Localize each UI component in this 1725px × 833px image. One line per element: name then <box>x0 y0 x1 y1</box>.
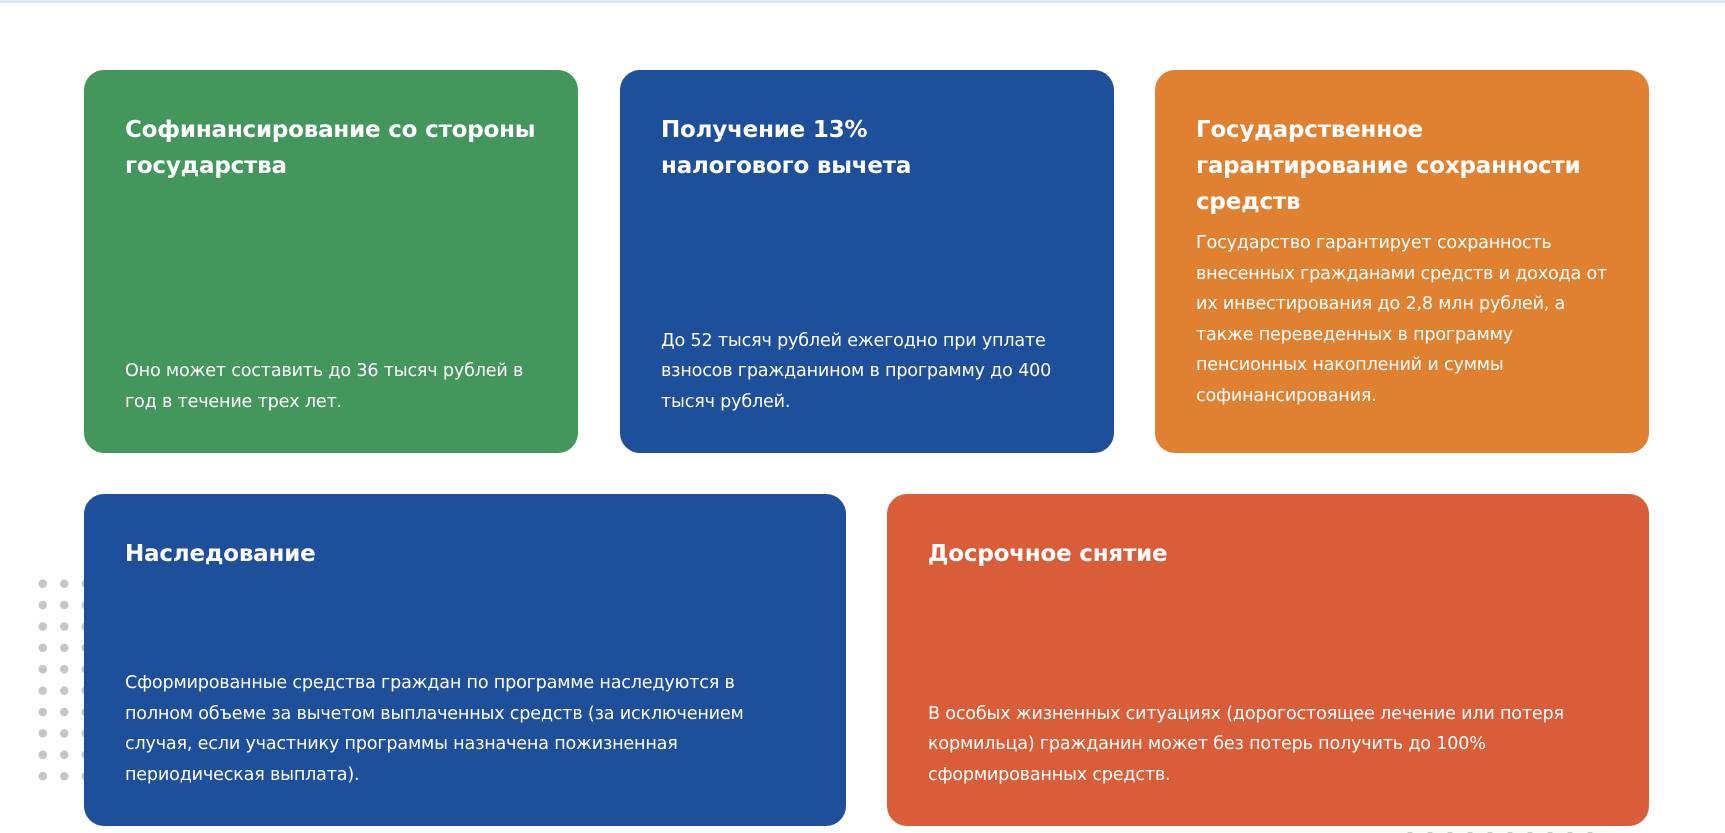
top-divider <box>0 0 1725 3</box>
card-cofinancing <box>84 70 578 453</box>
card-early-withdrawal-text: В особых жизненных ситуациях (дорогостоящее лечение или потеря кормильца) гражданин может без потерь получить до 100% сформированных средств. <box>928 703 1564 785</box>
decorative-dots-pattern-bottom <box>1400 826 1600 833</box>
card-inheritance-text: Сформированные средства граждан по программе наследуются в полном объеме за вычетом выплаченных средств (за исключением случая, если участнику программы назначена пожизненная периодическая выплата). <box>125 673 744 785</box>
card-cofinancing-text: Оно может составить до 36 тысяч рублей в год в течение трех лет. <box>125 361 524 412</box>
card-state-guarantee <box>1155 70 1649 453</box>
card-tax-deduction-title: Получение 13% налогового вычета <box>661 117 912 179</box>
card-inheritance-title: Наследование <box>125 541 316 567</box>
card-early-withdrawal-title: Досрочное снятие <box>928 541 1168 567</box>
decorative-dots-pattern <box>32 573 84 783</box>
card-inheritance <box>84 494 846 826</box>
card-cofinancing-title: Софинансирование со стороны государства <box>125 117 536 179</box>
card-state-guarantee-text: Государство гарантирует сохранность внесенных гражданами средств и дохода от их инвестирования до 2,8 млн рублей, а также переведенных в программу пенсионных накоплений и суммы софинансирования. <box>1196 233 1608 406</box>
card-state-guarantee-title: Государственное гарантирование сохранности средств <box>1196 117 1581 215</box>
card-tax-deduction-text: До 52 тысяч рублей ежегодно при уплате взносов гражданином в программу до 400 тысяч рублей. <box>661 330 1052 412</box>
card-early-withdrawal <box>887 494 1649 826</box>
card-tax-deduction <box>620 70 1114 453</box>
